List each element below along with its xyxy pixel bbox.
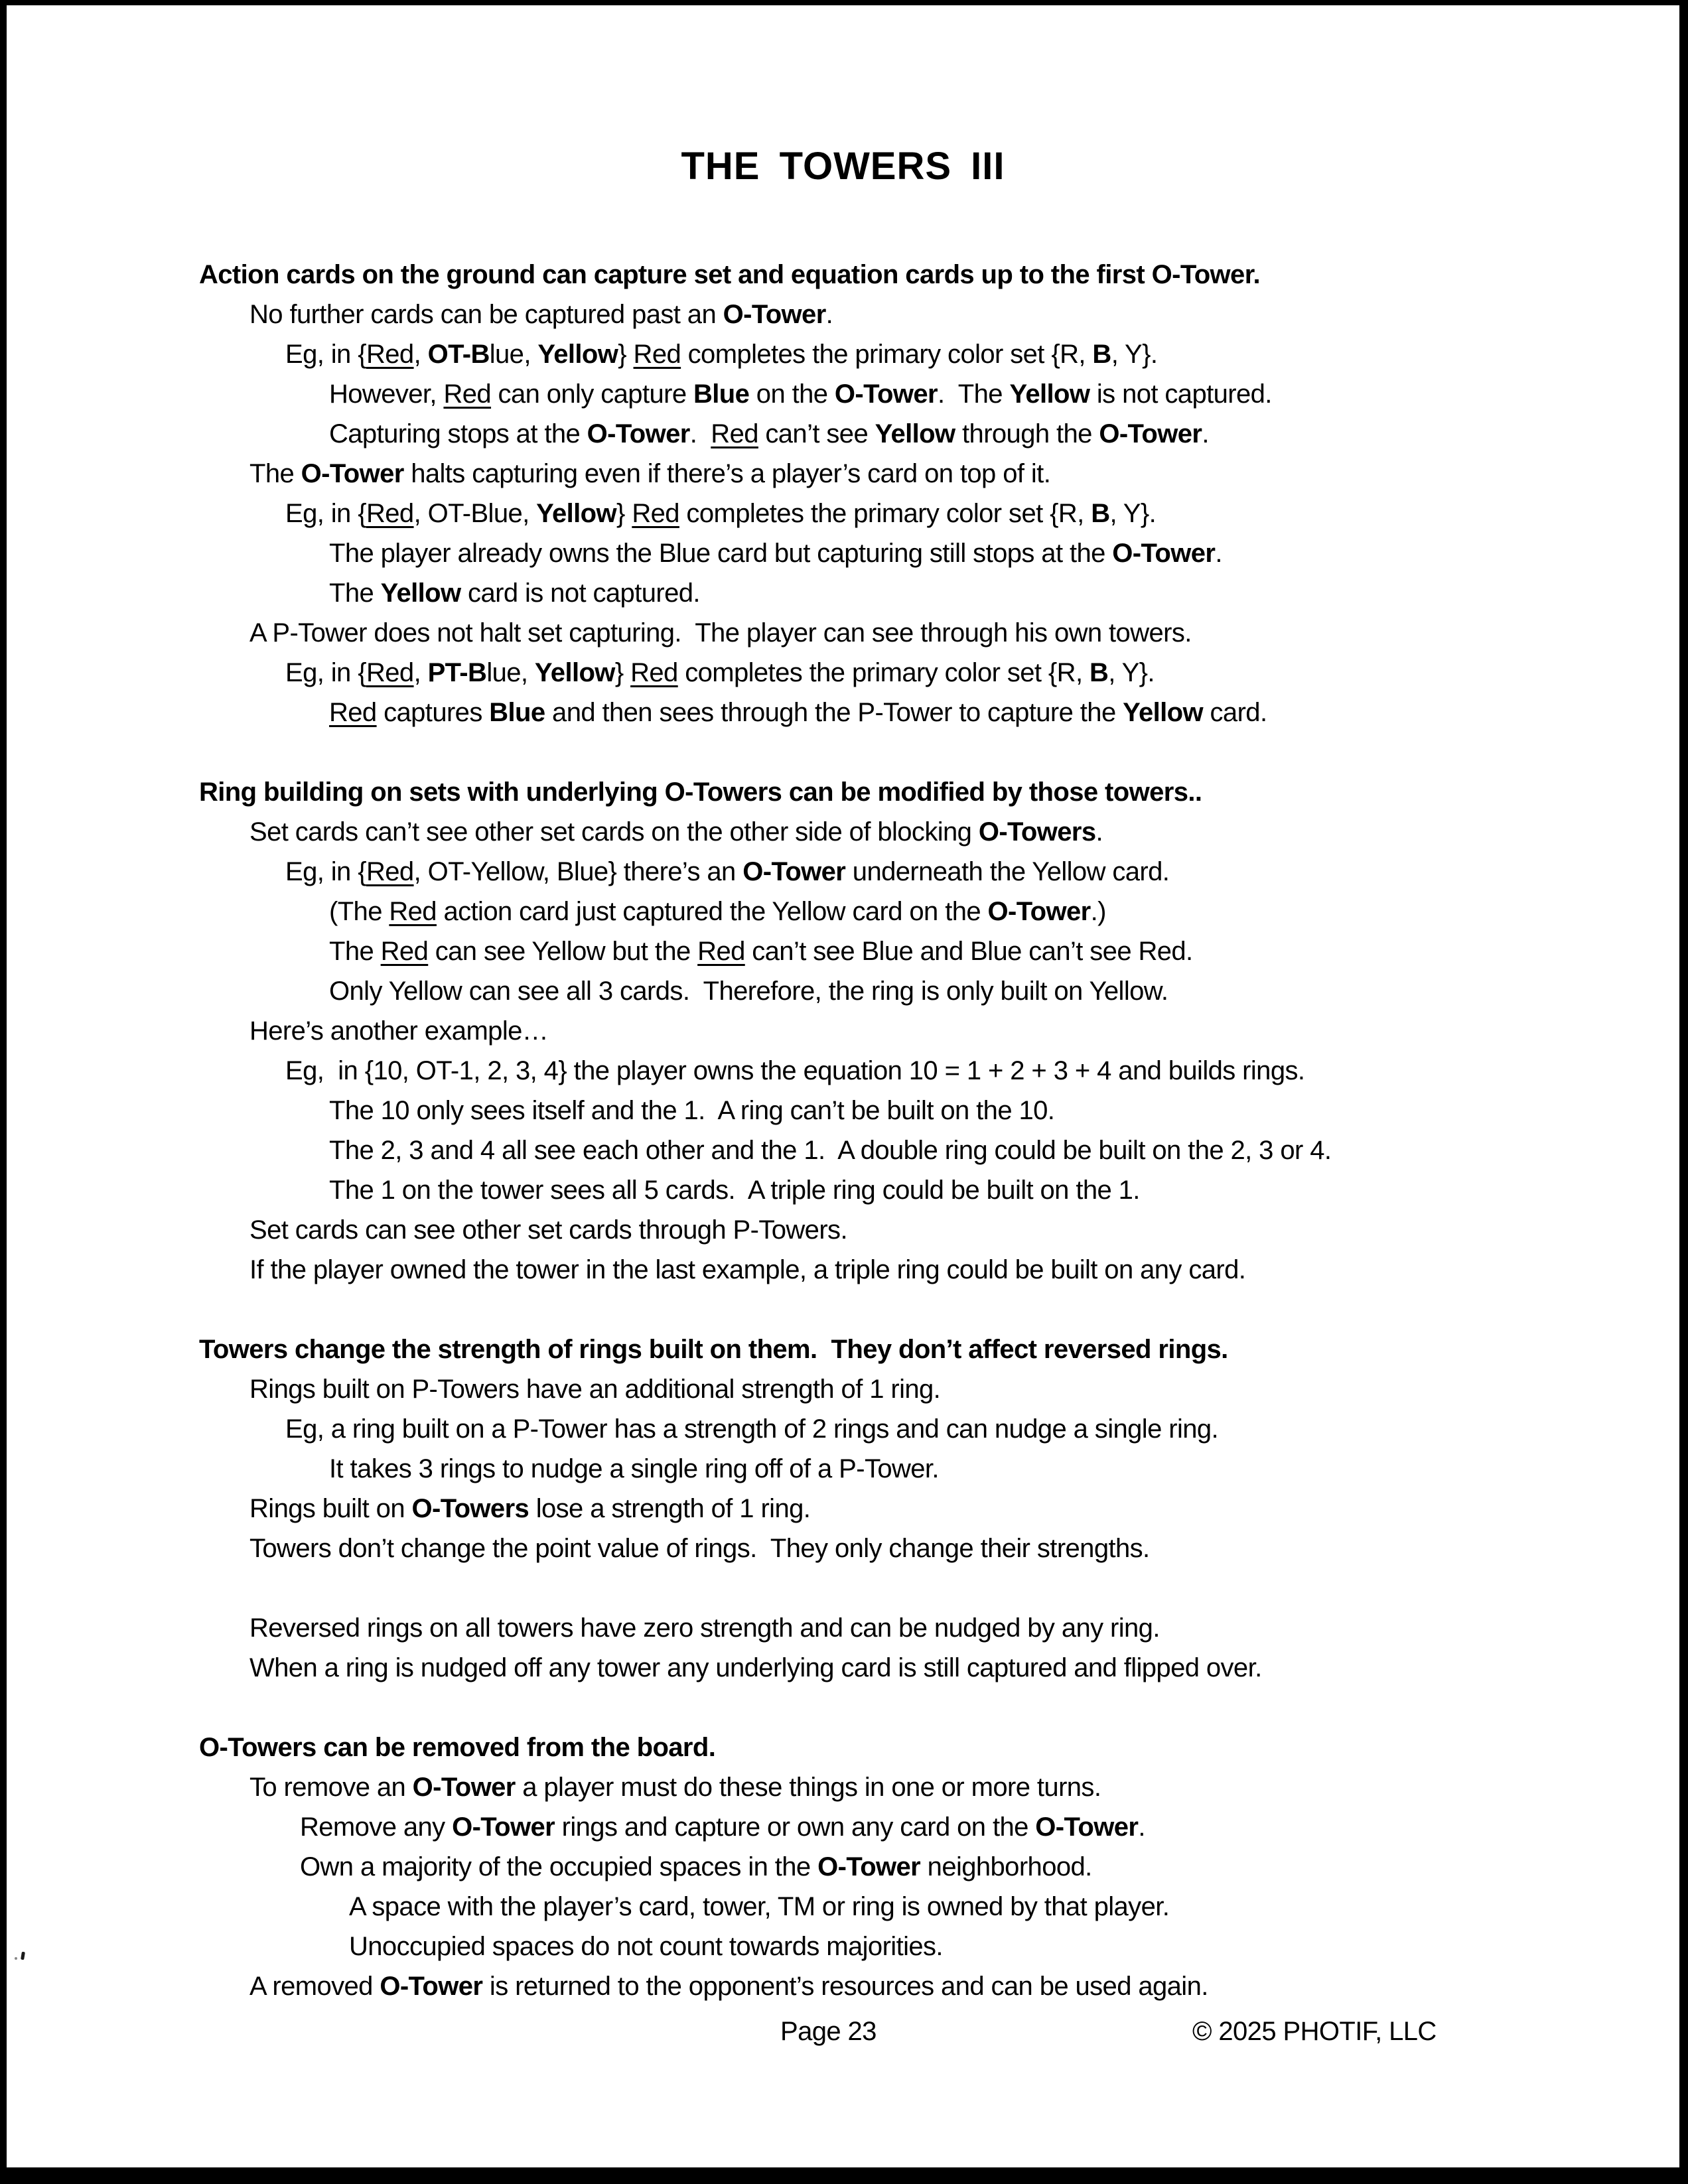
text-run: The	[249, 459, 301, 488]
underlined-card-name: Red	[443, 379, 492, 409]
text-run: The	[329, 937, 381, 966]
text-run: .	[1138, 1812, 1145, 1842]
text-run: The	[329, 579, 381, 608]
underlined-card-name: Red	[329, 698, 377, 727]
text-line	[7, 1529, 1679, 1568]
text-run: Rings built on P-Towers have an additional strength of 1 ring.	[249, 1375, 941, 1404]
text-line	[7, 295, 1679, 334]
text-run: captures	[376, 698, 490, 727]
text-line	[7, 1369, 1679, 1409]
text-run: , OT-Blue,	[413, 499, 537, 528]
underlined-card-name: Red	[366, 499, 414, 528]
text-line	[7, 533, 1679, 573]
text-run: However,	[329, 379, 444, 409]
bold-term: O-Tower	[301, 459, 404, 488]
bold-term: O-Tower	[987, 897, 1091, 926]
text-run: , Y}.	[1108, 658, 1155, 687]
bold-term: O-Tower	[587, 419, 690, 448]
text-run: completes the primary color set {R,	[677, 658, 1090, 687]
text-line	[7, 1767, 1679, 1807]
text-line	[7, 892, 1679, 931]
text-run: card is not captured.	[460, 579, 700, 608]
text-run: can only capture	[491, 379, 693, 409]
text-run: Eg, in {10, OT-1, 2, 3, 4} the player owns the equation 10 = 1 + 2 + 3 + 4 and builds rings.	[285, 1056, 1305, 1085]
text-run: The 2, 3 and 4 all see each other and the 1. A double ring could be built on the 2, 3 or 4.	[329, 1136, 1332, 1165]
bold-term: O-Tower	[723, 300, 826, 329]
text-line	[7, 1130, 1679, 1170]
underlined-card-name: Red	[697, 937, 745, 966]
bold-term: O-Tower	[1099, 419, 1202, 448]
bold-term: O-Towers	[411, 1494, 529, 1523]
text-line	[7, 653, 1679, 693]
bold-term: O-Tower	[1035, 1812, 1139, 1842]
bold-term: Yellow	[1009, 379, 1090, 409]
text-line	[7, 1807, 1679, 1847]
text-run: }	[616, 499, 632, 528]
underlined-card-name: Red	[366, 658, 414, 687]
text-run: a player must do these things in one or more turns.	[515, 1773, 1101, 1802]
text-run: The player already owns the Blue card but capturing still stops at the	[329, 539, 1113, 568]
rules-section	[7, 1728, 1679, 2006]
bold-term: O-Tower	[834, 379, 938, 409]
page-number: Page 23	[780, 2017, 877, 2046]
text-run: .	[1202, 419, 1209, 448]
text-line	[7, 1011, 1679, 1051]
rules-section	[7, 772, 1679, 1290]
text-run: is not captured.	[1090, 379, 1272, 409]
text-line	[7, 1927, 1679, 1966]
text-line	[7, 573, 1679, 613]
text-run: }	[614, 658, 631, 687]
text-run: can’t see Blue and Blue can’t see Red.	[744, 937, 1193, 966]
rules-section	[7, 1330, 1679, 1688]
text-run: .	[825, 300, 833, 329]
text-run: . The	[937, 379, 1010, 409]
text-line	[7, 1409, 1679, 1449]
text-run: When a ring is nudged off any tower any underlying card is still captured and flipped over.	[249, 1653, 1262, 1682]
text-run: rings and capture or own any card on the	[555, 1812, 1036, 1842]
text-run: .	[689, 419, 711, 448]
bold-term: O-Tower	[742, 857, 846, 886]
section-heading	[7, 772, 1679, 812]
text-line	[7, 613, 1679, 653]
bold-term: B	[1089, 658, 1109, 687]
text-run: and then sees through the P-Tower to capture the	[545, 698, 1123, 727]
underlined-card-name: Red	[366, 857, 414, 886]
text-run: Eg, a ring built on a P-Tower has a strength of 2 rings and can nudge a single ring.	[285, 1414, 1219, 1444]
text-run: neighborhood.	[920, 1852, 1092, 1881]
bold-term: Blue	[693, 379, 750, 409]
text-run: action card just captured the Yellow card on the	[436, 897, 988, 926]
text-run: through the	[955, 419, 1099, 448]
section-heading	[7, 1330, 1679, 1369]
text-line	[7, 1847, 1679, 1887]
text-run: A P-Tower does not halt set capturing. The player can see through his own towers.	[249, 618, 1192, 648]
document-body	[7, 255, 1679, 2006]
text-run: lue,	[486, 658, 535, 687]
text-run: If the player owned the tower in the last example, a triple ring could be built on any card.	[249, 1255, 1246, 1284]
text-run: Own a majority of the occupied spaces in the	[300, 1852, 818, 1881]
text-run: Capturing stops at the	[329, 419, 587, 448]
text-run: A removed	[249, 1972, 380, 2001]
text-run: , Y}.	[1109, 499, 1157, 528]
text-run: completes the primary color set {R,	[679, 499, 1091, 528]
document-title: THE TOWERS III	[681, 145, 1005, 188]
text-run: .)	[1090, 897, 1106, 926]
text-run: .	[1095, 817, 1103, 847]
text-run: Only Yellow can see all 3 cards. Therefore, the ring is only built on Yellow.	[329, 977, 1168, 1006]
text-run: A space with the player’s card, tower, TM or ring is owned by that player.	[349, 1892, 1170, 1921]
text-run: To remove an	[249, 1773, 413, 1802]
text-line	[7, 414, 1679, 454]
text-run: lue,	[489, 340, 538, 369]
text-line	[7, 334, 1679, 374]
underlined-card-name: Red	[633, 340, 681, 369]
bold-term: OT-B	[427, 340, 490, 369]
text-line	[7, 1489, 1679, 1529]
text-line	[7, 1210, 1679, 1250]
text-line	[7, 1170, 1679, 1210]
bold-term: Yellow	[534, 658, 615, 687]
text-run: (The	[329, 897, 389, 926]
underlined-card-name: Red	[711, 419, 758, 448]
text-run: Remove any	[300, 1812, 453, 1842]
scan-artifact-dot	[15, 1957, 17, 1960]
bold-term: O-Towers	[978, 817, 1096, 847]
text-run: Set cards can see other set cards through P-Towers.	[249, 1215, 847, 1245]
text-line	[7, 693, 1679, 732]
text-run: Reversed rings on all towers have zero strength and can be nudged by any ring.	[249, 1613, 1160, 1643]
underlined-card-name: Red	[380, 937, 429, 966]
text-line	[7, 852, 1679, 892]
bold-term: Yellow	[537, 340, 618, 369]
underlined-card-name: Red	[630, 658, 678, 687]
text-line	[7, 1887, 1679, 1927]
text-run: card.	[1203, 698, 1267, 727]
text-run: Rings built on	[249, 1494, 412, 1523]
bold-term: Yellow	[536, 499, 617, 528]
text-run: Towers don’t change the point value of rings. They only change their strengths.	[249, 1534, 1150, 1563]
bold-term: O-Tower	[1112, 539, 1216, 568]
bold-term: PT-B	[427, 658, 487, 687]
text-line	[7, 454, 1679, 494]
text-run: , OT-Yellow, Blue} there’s an	[413, 857, 743, 886]
bold-term: Towers change the strength of rings built on them. They don’t affect reversed rings.	[199, 1335, 1228, 1364]
text-run: The 10 only sees itself and the 1. A ring can’t be built on the 10.	[329, 1096, 1055, 1125]
section-heading	[7, 255, 1679, 295]
underlined-card-name: Red	[389, 897, 437, 926]
text-line	[7, 971, 1679, 1011]
text-run: can’t see	[758, 419, 875, 448]
text-line	[7, 931, 1679, 971]
text-run: Eg, in {	[285, 499, 366, 528]
bold-term: Yellow	[875, 419, 955, 448]
text-line	[7, 1608, 1679, 1648]
section-heading	[7, 1728, 1679, 1767]
text-run: .	[1215, 539, 1222, 568]
text-run: halts capturing even if there’s a player’s card on top of it.	[403, 459, 1051, 488]
text-run: }	[618, 340, 634, 369]
text-run: underneath the Yellow card.	[845, 857, 1170, 886]
text-line	[7, 1091, 1679, 1130]
text-line	[7, 1250, 1679, 1290]
text-run: is returned to the opponent’s resources and can be used again.	[482, 1972, 1208, 2001]
bold-term: O-Tower	[380, 1972, 483, 2001]
bold-term: Yellow	[380, 579, 461, 608]
text-run: Eg, in {	[285, 340, 366, 369]
text-line	[7, 374, 1679, 414]
underlined-card-name: Red	[366, 340, 414, 369]
bold-term: Ring building on sets with underlying O-Towers can be modified by those towers..	[199, 778, 1202, 807]
text-line	[7, 1966, 1679, 2006]
rules-section	[7, 255, 1679, 732]
text-line	[7, 494, 1679, 533]
text-run: Set cards can’t see other set cards on the other side of blocking	[249, 817, 979, 847]
text-run: Here’s another example…	[249, 1016, 549, 1046]
text-run: ,	[413, 658, 428, 687]
text-line	[7, 1449, 1679, 1489]
text-run: Eg, in {	[285, 857, 366, 886]
text-run: Unoccupied spaces do not count towards majorities.	[349, 1932, 943, 1961]
bold-term: O-Tower	[412, 1773, 516, 1802]
text-run: It takes 3 rings to nudge a single ring off of a P-Tower.	[329, 1454, 939, 1483]
bold-term: O-Tower	[452, 1812, 555, 1842]
text-run: , Y}.	[1111, 340, 1158, 369]
text-run: completes the primary color set {R,	[681, 340, 1093, 369]
text-line	[7, 812, 1679, 852]
bold-term: Action cards on the ground can capture set and equation cards up to the first O-Tower.	[199, 260, 1260, 289]
text-line	[7, 1648, 1679, 1688]
bold-term: B	[1092, 340, 1111, 369]
underlined-card-name: Red	[632, 499, 679, 528]
bold-term: Yellow	[1123, 698, 1204, 727]
bold-term: O-Tower	[817, 1852, 921, 1881]
text-run: on the	[749, 379, 835, 409]
text-run: can see Yellow but the	[428, 937, 698, 966]
page-footer	[7, 2012, 1679, 2051]
bold-term: B	[1091, 499, 1110, 528]
text-run: Eg, in {	[285, 658, 366, 687]
bold-term: Blue	[489, 698, 545, 727]
text-line	[7, 1051, 1679, 1091]
bold-term: O-Towers can be removed from the board.	[199, 1733, 716, 1762]
copyright-notice: © 2025 PHOTIF, LLC	[1192, 2017, 1437, 2046]
text-run: ,	[413, 340, 428, 369]
text-run: lose a strength of 1 ring.	[529, 1494, 811, 1523]
text-run: No further cards can be captured past an	[249, 300, 723, 329]
text-run: The 1 on the tower sees all 5 cards. A triple ring could be built on the 1.	[329, 1176, 1140, 1205]
